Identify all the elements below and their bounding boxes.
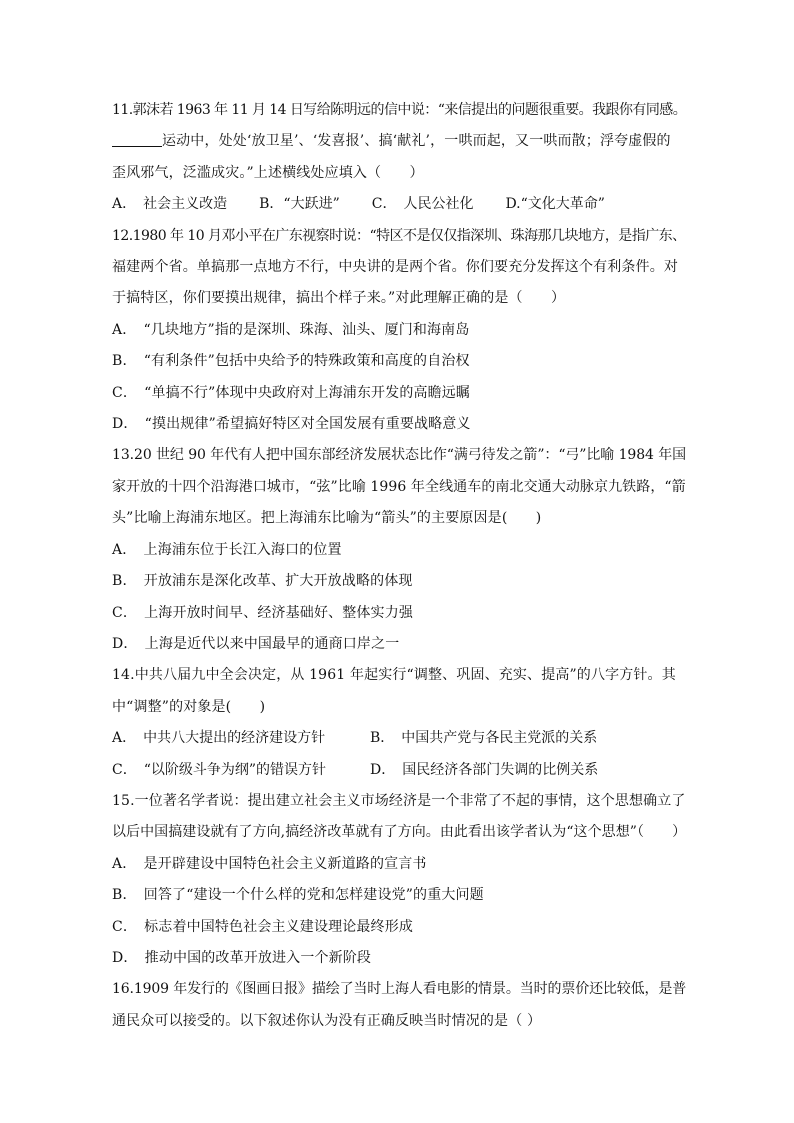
question-12-stem-line-3: 于搞特区，你们要摸出规律，搞出个样子来。”对此理解正确的是（ ） (112, 290, 566, 307)
option-a[interactable]: A． 社会主义改造 (112, 196, 228, 213)
question-11 (112, 95, 687, 221)
question-13-stem-line-1: 13.20 世纪 90 年代有人把中国东部经济发展状态比作“满弓待发之箭”：“弓”比喻 1984 年国 (112, 447, 687, 464)
question-12 (112, 221, 684, 441)
question-16-stem-line-2: 通民众可以接受的。以下叙述你认为没有正确反映当时情况的是（ ） (112, 1012, 542, 1029)
question-11-stem-line-2 (112, 126, 684, 157)
option-d[interactable]: D． “摸出规律”希望搞好特区对全国发展有重要战略意义 (112, 416, 471, 433)
question-14-options-row-2 (112, 755, 684, 786)
fill-in-blank (112, 131, 162, 147)
option-c[interactable]: C． “以阶级斗争为纲”的错误方针 (112, 761, 327, 778)
option-b[interactable]: B． 中国共产党与各民主党派的关系 (370, 730, 598, 747)
option-a[interactable]: A． 中共八大提出的经济建设方针 (112, 730, 326, 747)
question-15-stem-line-2: 以后中国搞建设就有了方向,搞经济改革就有了方向。由此看出该学者认为“这个思想”（ ） (112, 824, 687, 841)
option-a[interactable]: A． 是开辟建设中国特色社会主义新道路的宣言书 (112, 855, 427, 872)
option-c[interactable]: C． 上海开放时间早、经济基础好、整体实力强 (112, 604, 414, 621)
option-d[interactable]: D． 上海是近代以来中国最早的通商口岸之一 (112, 635, 400, 652)
question-12-stem-line-2: 福建两个省。单搞那一点地方不行，中央讲的是两个省。你们要充分发挥这个有利条件。对 (112, 259, 678, 276)
option-b[interactable]: B． “有利条件”包括中央给予的特殊政策和高度的自治权 (112, 353, 470, 370)
option-b[interactable]: B． 回答了“建设一个什么样的党和怎样建设党”的重大问题 (112, 887, 484, 904)
question-12-stem-line-1: 12.1980 年 10 月邓小平在广东视察时说：“特区不是仅仅指深圳、珠海那几块地方，是指广东、 (112, 227, 686, 244)
option-c[interactable]: C． “单搞不行”体现中央政府对上海浦东开发的高瞻远瞩 (112, 384, 471, 401)
question-14 (112, 660, 684, 786)
question-15 (112, 786, 687, 974)
question-14-options-row-1 (112, 723, 684, 754)
question-11-stem-line-3: 歪风邪气，泛滥成灾。”上述横线处应填入（ ） (112, 164, 424, 181)
question-14-stem-line-1: 14.中共八届九中全会决定，从 1961 年起实行“调整、巩固、充实、提高”的八字方针。其 (112, 667, 676, 684)
question-16 (112, 974, 687, 1037)
question-16-stem-line-1: 16.1909 年发行的《图画日报》描绘了当时上海人看电影的情景。当时的票价还比较低，是普 (112, 981, 687, 998)
option-a[interactable]: A． 上海浦东位于长江入海口的位置 (112, 541, 342, 558)
option-c[interactable]: C． 标志着中国特色社会主义建设理论最终形成 (112, 918, 414, 935)
option-b[interactable]: B．“大跃进” (259, 196, 340, 213)
question-11-options (112, 189, 684, 220)
option-c[interactable]: C． 人民公社化 (371, 196, 474, 213)
question-13 (112, 440, 687, 660)
exam-page (112, 95, 687, 1037)
question-13-stem-line-2: 家开放的十四个沿海港口城市，“弦”比喻 1996 年全线通车的南北交通大动脉京九铁路，“箭 (112, 478, 686, 495)
option-d[interactable]: D． 国民经济各部门失调的比例关系 (370, 761, 599, 778)
question-11-stem-line-1: 11.郭沫若 1963 年 11 月 14 日写给陈明远的信中说：“来信提出的问题很重要。我跟你有同感。 (112, 102, 687, 118)
question-11-stem-line-2-text: 运动中，处处‘放卫星’、‘发喜报’、搞‘献礼’，一哄而起，又一哄而散；浮夸虚假的 (162, 133, 671, 150)
option-b[interactable]: B． 开放浦东是深化改革、扩大开放战略的体现 (112, 573, 413, 590)
option-d[interactable]: D.“文化大革命” (505, 196, 605, 213)
question-15-stem-line-1: 15.一位著名学者说：提出建立社会主义市场经济是一个非常了不起的事情，这个思想确立了 (112, 792, 686, 809)
option-d[interactable]: D． 推动中国的改革开放进入一个新阶段 (112, 949, 372, 966)
question-14-stem-line-2: 中“调整”的对象是( ) (112, 698, 266, 715)
question-13-stem-line-3: 头”比喻上海浦东地区。把上海浦东比喻为“箭头”的主要原因是( ) (112, 510, 542, 527)
option-a[interactable]: A． “几块地方”指的是深圳、珠海、汕头、厦门和海南岛 (112, 321, 470, 338)
